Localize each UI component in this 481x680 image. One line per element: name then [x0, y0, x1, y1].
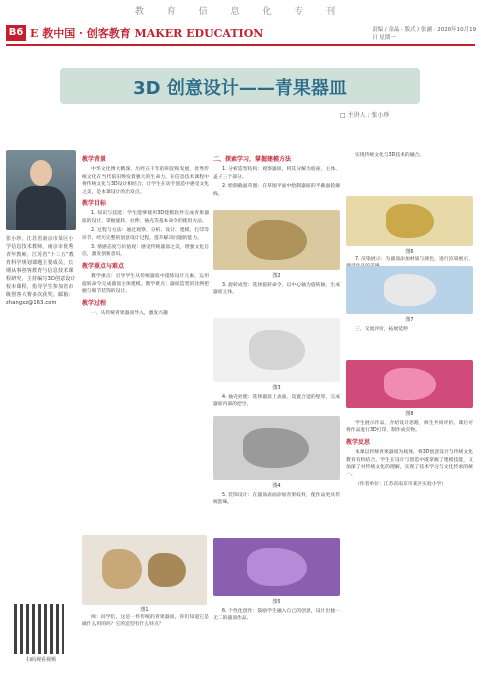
- section-heading: 教学过程: [82, 299, 107, 307]
- figure-7-caption: 图7: [405, 317, 414, 323]
- author-bio: 张小珍，江苏省南京市某区小学信息技术教师，南京市优秀青年教师，江苏省“十三五”教育科学规划课题主要成员，长期从事创客教育与信息技术课程研究，主持编写3D创意设计校本课程，指导学生参加省市级创客大赛多次获奖。邮箱：zhangxz@163.com: [6, 236, 76, 306]
- figure-4-caption: 图4: [272, 483, 281, 489]
- figure-7-image: [346, 266, 473, 314]
- column-1-tail: [82, 614, 209, 631]
- figure-8-caption: 图8: [405, 411, 414, 417]
- paragraph: 5. 装饰设计：在器皿表面添加青果纹样，使作品更具传统韵味。: [213, 493, 340, 506]
- paragraph: 师：同学们，这是一件传统的青果器皿，你们知道它是做什么用的吗？它的造型有什么特点？: [82, 615, 209, 628]
- paragraph: 本课以传统青果器皿为载体，将3D创意设计与传统文化教育有机结合，学生在设计与创造中既掌握了建模技能，又加深了对传统文化的理解，实现了技术学习与文化传承的统一。: [346, 450, 473, 478]
- paragraph: 三、交流评价，拓展延伸: [355, 327, 408, 332]
- model-shape: [249, 330, 305, 370]
- figure-1-caption: 图1: [140, 607, 149, 613]
- figure-2-image: [213, 210, 340, 270]
- headline-box: [60, 68, 420, 104]
- paragraph: 7. 渲染展示：为器皿添加材质与颜色，进行渲染展示，: [355, 257, 473, 262]
- brand-title: E 教中国 · 创客教育 MAKER EDUCATION: [30, 27, 264, 40]
- paragraph: 中华文化博大精深，历经五千年的积淀和发展，优秀传统文化在当代依旧焕发着强大的生命力。在信息技术课程中将传统文化与3D设计相结合，让学生在动手创造中感受文化之美，是本课设计的出发点。: [82, 167, 209, 195]
- model-shape: [243, 428, 309, 468]
- figure-3-caption: 图3: [272, 385, 281, 391]
- qr-caption: 扫码观看视频: [25, 657, 56, 663]
- figure-2-caption: 图2: [272, 273, 281, 279]
- figure-3-image: [213, 318, 340, 382]
- masthead-rule: [6, 44, 475, 46]
- paragraph: 1. 知识与技能：学生能够使用3D建模软件完成青果器皿的设计，掌握旋转、拉伸、抽壳等基本命令的使用方法。: [82, 211, 209, 224]
- top-banner: [0, 0, 481, 22]
- model-shape: [384, 368, 436, 400]
- column-3-block-d: [346, 420, 473, 490]
- paragraph: 实现传统文化与3D技术的融合。: [355, 153, 425, 158]
- paragraph: 2. 过程与方法：通过观察、分析、设计、建模、打印等环节，经历完整的创意设计过程，提升解决问题的能力。: [82, 228, 209, 241]
- column-2: [213, 152, 340, 200]
- figure-8-image: [346, 360, 473, 408]
- model-shape: [384, 274, 436, 306]
- paragraph: 3. 旋转成型：选择旋转命令，以中心轴为旋转轴，生成器皿主体。: [213, 283, 340, 296]
- section-heading: 二、探索学习，掌握建模方法: [213, 156, 292, 163]
- sketch-shape: [247, 220, 307, 260]
- paragraph: 教学重点：引导学生从传统器皿中提炼设计元素，运用旋转命令完成器皿主体建模。教学难点：器皿造型的比例把握与细节装饰的设计。: [82, 274, 209, 295]
- section-heading: 教学目标: [82, 200, 107, 208]
- banner-text: 教 育 信 息 化 专 刊: [134, 7, 346, 17]
- paragraph: 2. 绘制截面草图：在草图平面中绘制器皿的半截面轮廓线。: [213, 184, 340, 197]
- issue-meta: 责编 / 金晶 · 版式 / 张涵 · 2020年10月19日 星期一: [372, 27, 477, 41]
- model-shape: [386, 204, 434, 238]
- vessel-photo: [102, 549, 142, 589]
- column-3: [346, 152, 473, 161]
- author-portrait: [6, 150, 76, 230]
- column-2-block-d: [213, 492, 340, 509]
- section-heading: 教学反思: [346, 438, 371, 446]
- figure-6-caption: 图6: [405, 249, 414, 255]
- column-2-block-b: [213, 282, 340, 299]
- section-heading: 教学重点与难点: [82, 262, 125, 270]
- portrait-head: [30, 160, 52, 186]
- column-3-block-c: [346, 326, 473, 335]
- paragraph: 6. 个性化创作：鼓励学生融入自己的创意，设计出独一无二的器皿作品。: [213, 609, 340, 622]
- vessel-photo: [148, 553, 186, 587]
- paragraph: 3. 情感态度与价值观：感受传统器皿之美，增强文化自信，激发创新意识。: [82, 245, 209, 258]
- lecturer-line: □ 主讲人 : 张小珍: [340, 112, 390, 119]
- figure-6-image: [346, 196, 473, 246]
- column-2-block-e: [213, 608, 340, 625]
- model-shape: [247, 548, 307, 586]
- figure-1-image: [82, 535, 207, 605]
- paragraph: 一、从传统青果器皿导入，激发兴趣: [91, 310, 168, 316]
- paragraph: 4. 抽壳处理：选择器皿上表面，设置合适的壁厚，完成器皿内部的挖空。: [213, 395, 340, 408]
- column-1: [82, 152, 209, 319]
- page-number: B6: [6, 25, 26, 41]
- portrait-body: [16, 186, 66, 230]
- figure-5-caption: 图5: [272, 599, 281, 605]
- section-heading: 教学背景: [82, 156, 107, 163]
- qr-code-icon: [14, 604, 64, 654]
- column-2-block-c: [213, 394, 340, 411]
- figure-5-image: [213, 538, 340, 596]
- headline: 3D 创意设计——青果器皿: [133, 78, 347, 99]
- figure-4-image: [213, 416, 340, 480]
- paragraph: 1. 分析造型结构：观察器皿，将其分解为底座、主体、盖子三个部分。: [213, 167, 340, 180]
- paragraph: 学生展示作品，介绍设计思路，师生共同评价。课后可将作品进行3D打印，制作成实物。: [346, 421, 473, 434]
- author-affiliation: （作者单位：江苏省南京市某区实验小学）: [355, 481, 447, 487]
